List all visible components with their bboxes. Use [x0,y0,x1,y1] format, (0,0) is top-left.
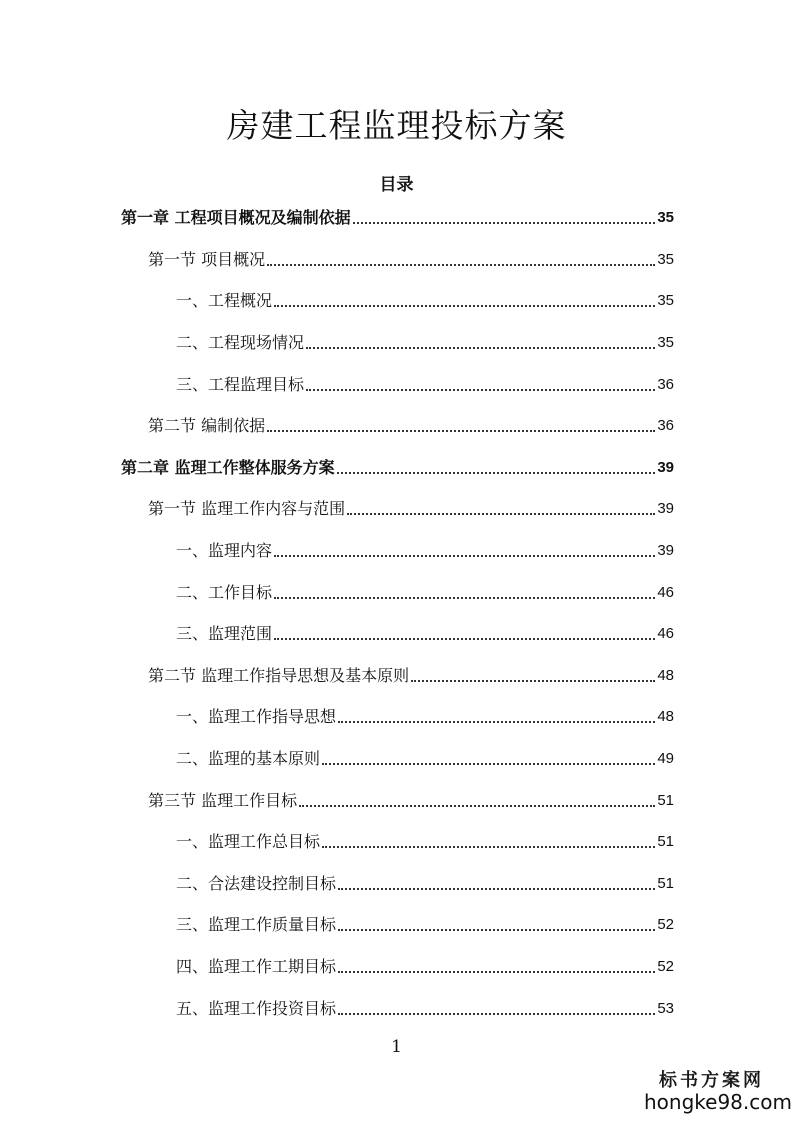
toc-leader-dots [306,347,655,349]
toc-leader-dots [338,971,655,973]
toc-entry-label: 四、监理工作工期目标 [176,957,337,976]
toc-entry-label: 第二章 监理工作整体服务方案 [121,458,335,477]
site-watermark [644,1066,792,1114]
toc-entry-label: 第二节 监理工作指导思想及基本原则 [148,666,410,685]
toc-entry-item[interactable] [176,954,674,978]
toc-entry-section[interactable] [148,663,674,687]
toc-entry-section[interactable] [148,413,674,437]
toc-entry-section[interactable] [148,788,674,812]
toc-entry-page: 46 [657,625,674,642]
toc-entry-label: 第一节 监理工作内容与范围 [148,499,346,518]
toc-entry-label: 五、监理工作投资目标 [176,999,337,1018]
toc-leader-dots [306,389,655,391]
toc-entry-page: 39 [657,500,674,517]
toc-leader-dots [411,680,655,682]
toc-entry-section[interactable] [148,496,674,520]
toc-leader-dots [274,555,655,557]
toc-leader-dots [338,721,655,723]
toc-entry-page: 39 [657,459,674,476]
toc-entry-item[interactable] [176,746,674,770]
toc-entry-label: 一、监理工作指导思想 [176,707,337,726]
toc-leader-dots [347,513,655,515]
toc-leader-dots [338,888,655,890]
toc-leader-dots [299,805,655,807]
toc-leader-dots [274,305,655,307]
toc-entry-label: 三、工程监理目标 [176,375,305,394]
toc-entry-label: 第一节 项目概况 [148,250,266,269]
toc-entry-item[interactable] [176,330,674,354]
watermark-site-name: 标书方案网 [659,1070,764,1091]
document-title: 房建工程监理投标方案 [226,106,567,145]
toc-entry-item[interactable] [176,538,674,562]
toc-leader-dots [267,430,655,432]
toc-entry-page: 35 [657,251,674,268]
toc-leader-dots [274,597,655,599]
toc-entry-page: 48 [657,708,674,725]
toc-entry-page: 35 [657,292,674,309]
toc-entry-page: 36 [657,376,674,393]
toc-entry-label: 二、监理的基本原则 [176,749,321,768]
toc-leader-dots [337,472,656,474]
toc-leader-dots [338,929,655,931]
toc-entry-page: 36 [657,417,674,434]
toc-entry-label: 二、工程现场情况 [176,333,305,352]
toc-entry-item[interactable] [176,372,674,396]
toc-leader-dots [274,638,655,640]
toc-leader-dots [338,1013,655,1015]
toc-leader-dots [353,222,656,224]
toc-entry-page: 51 [657,875,674,892]
toc-entry-item[interactable] [176,996,674,1020]
toc-entry-item[interactable] [176,912,674,936]
toc-entry-label: 一、监理内容 [176,541,273,560]
toc-entry-chapter-1[interactable] [121,205,674,229]
toc-entry-section[interactable] [148,247,674,271]
toc-entry-label: 二、合法建设控制目标 [176,874,337,893]
toc-heading: 目录 [379,175,414,195]
toc-entry-item[interactable] [176,288,674,312]
toc-entry-item[interactable] [176,704,674,728]
toc-entry-item[interactable] [176,829,674,853]
toc-entry-page: 48 [657,667,674,684]
toc-entry-label: 二、工作目标 [176,583,273,602]
toc-entry-label: 一、工程概况 [176,291,273,310]
toc-entry-item[interactable] [176,580,674,604]
toc-entry-label: 第一章 工程项目概况及编制依据 [121,208,351,227]
toc-entry-label: 第二节 编制依据 [148,416,266,435]
toc-entry-page: 53 [657,1000,674,1017]
toc-entry-page: 49 [657,750,674,767]
page-number: 1 [391,1037,402,1057]
toc-entry-label: 一、监理工作总目标 [176,832,321,851]
toc-entry-item[interactable] [176,871,674,895]
toc-entry-page: 39 [657,542,674,559]
toc-entry-page: 51 [657,792,674,809]
toc-leader-dots [322,846,655,848]
toc-entry-page: 35 [657,209,674,226]
toc-entry-chapter-2[interactable] [121,455,674,479]
toc-entry-page: 35 [657,334,674,351]
toc-entry-label: 三、监理范围 [176,624,273,643]
toc-entry-page: 52 [657,916,674,933]
toc-leader-dots [322,763,655,765]
toc-entry-page: 52 [657,958,674,975]
toc-entry-page: 51 [657,833,674,850]
toc-leader-dots [267,264,655,266]
toc-entry-label: 第三节 监理工作目标 [148,791,298,810]
toc-entry-item[interactable] [176,621,674,645]
toc-entry-page: 46 [657,584,674,601]
toc-entry-label: 三、监理工作质量目标 [176,915,337,934]
watermark-domain: hongke98.com [644,1090,792,1114]
